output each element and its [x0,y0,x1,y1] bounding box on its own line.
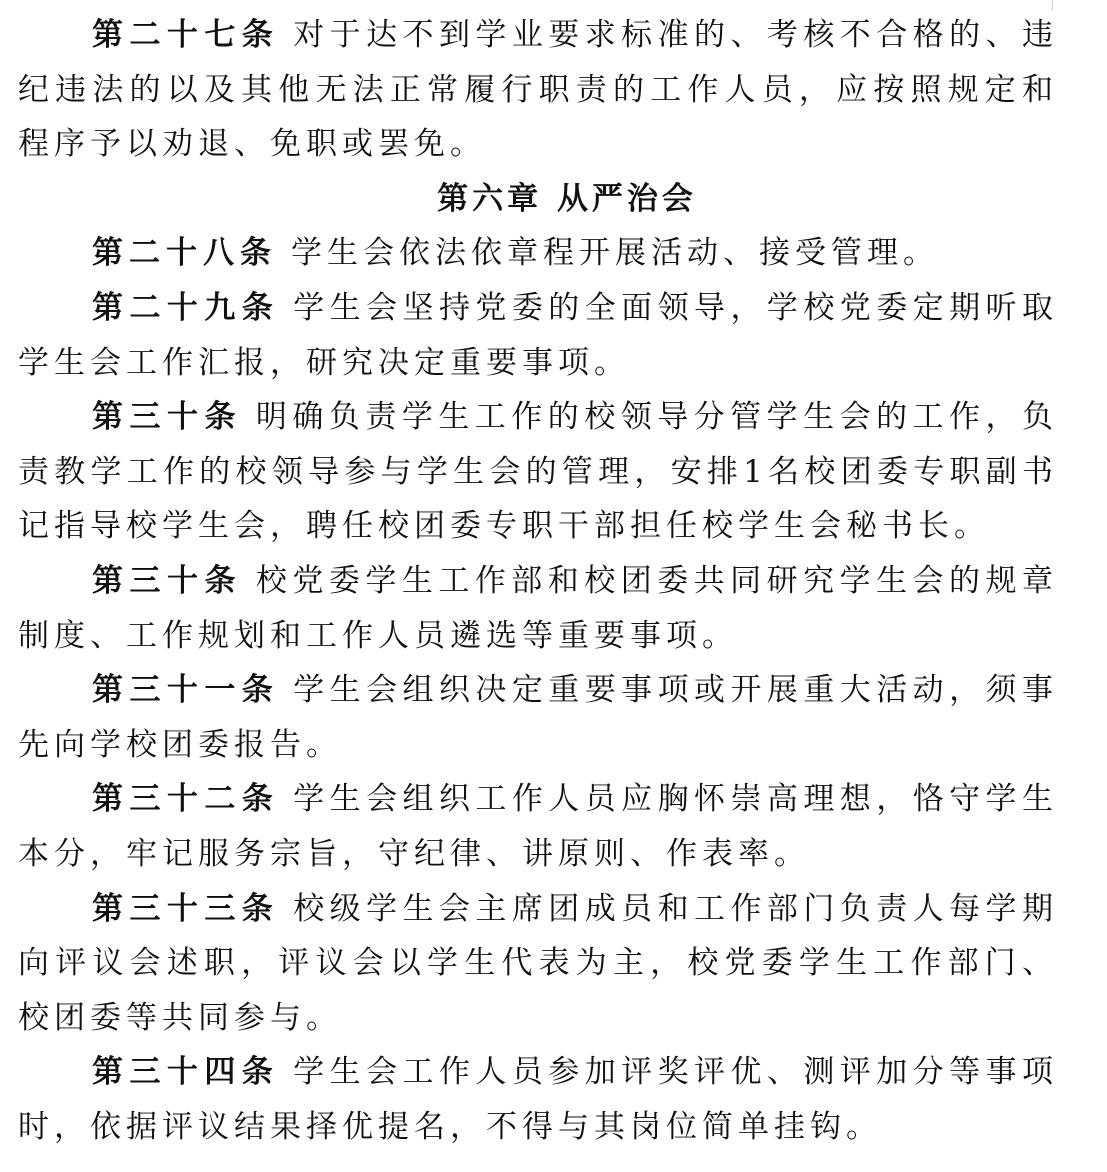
article-33 [18,882,1058,1046]
article-31 [18,663,1058,772]
article-number: 第三十条 [92,399,242,436]
article-text: 学生会工作人员参加评奖评优、测评加分等事项时，依据评议结果择优提名，不得与其岗位简单挂钩。 [18,1054,1059,1145]
article-number: 第二十七条 [92,17,280,53]
article-text: 学生会坚持党委的全面领导，学校党委定期听取学生会工作汇报，研究决定重要事项。 [18,289,1059,381]
article-number: 第三十一条 [92,672,280,709]
article-number: 第三十三条 [92,890,280,927]
chapter-heading: 第六章 从严治会 [437,180,697,217]
article-29 [18,281,1058,390]
article-32 [18,772,1058,881]
article-text: 学生会依法依章程开展活动、接受管理。 [291,235,939,272]
article-number: 第三十条 [92,562,242,599]
article-text: 明确负责学生工作的校领导分管学生会的工作，负责教学工作的校领导参与学生会的管理，安排1名校团委专职副书记指导校学生会，聘任校团委专职干部担任校学生会秘书长。 [18,399,1058,545]
article-28 [18,226,1058,281]
article-30 [18,390,1058,554]
article-text: 学生会组织决定重要事项或开展重大活动，须事先向学校团委报告。 [18,672,1059,763]
article-34 [18,1045,1058,1154]
article-text: 对于达不到学业要求标准的、考核不合格的、违纪违法的以及其他无法正常履行职责的工作人员，应按照规定和程序予以劝退、免职或罢免。 [18,17,1059,163]
article-text: 学生会组织工作人员应胸怀崇高理想，恪守学生本分，牢记服务宗旨，守纪律、讲原则、作表率。 [18,781,1059,872]
article-number: 第三十四条 [92,1054,280,1091]
article-27 [18,8,1058,172]
article-text: 校党委学生工作部和校团委共同研究学生会的规章制度、工作规划和工作人员遴选等重要事项。 [18,562,1058,654]
document-body [18,8,1058,1154]
article-number: 第二十九条 [92,289,280,326]
article-number: 第三十二条 [92,781,280,818]
article-number: 第二十八条 [92,235,277,272]
article-text: 校级学生会主席团成员和工作部门负责人每学期向评议会述职，评议会以学生代表为主，校党委学生工作部门、校团委等共同参与。 [18,890,1059,1036]
article-30-duplicate [18,554,1058,663]
